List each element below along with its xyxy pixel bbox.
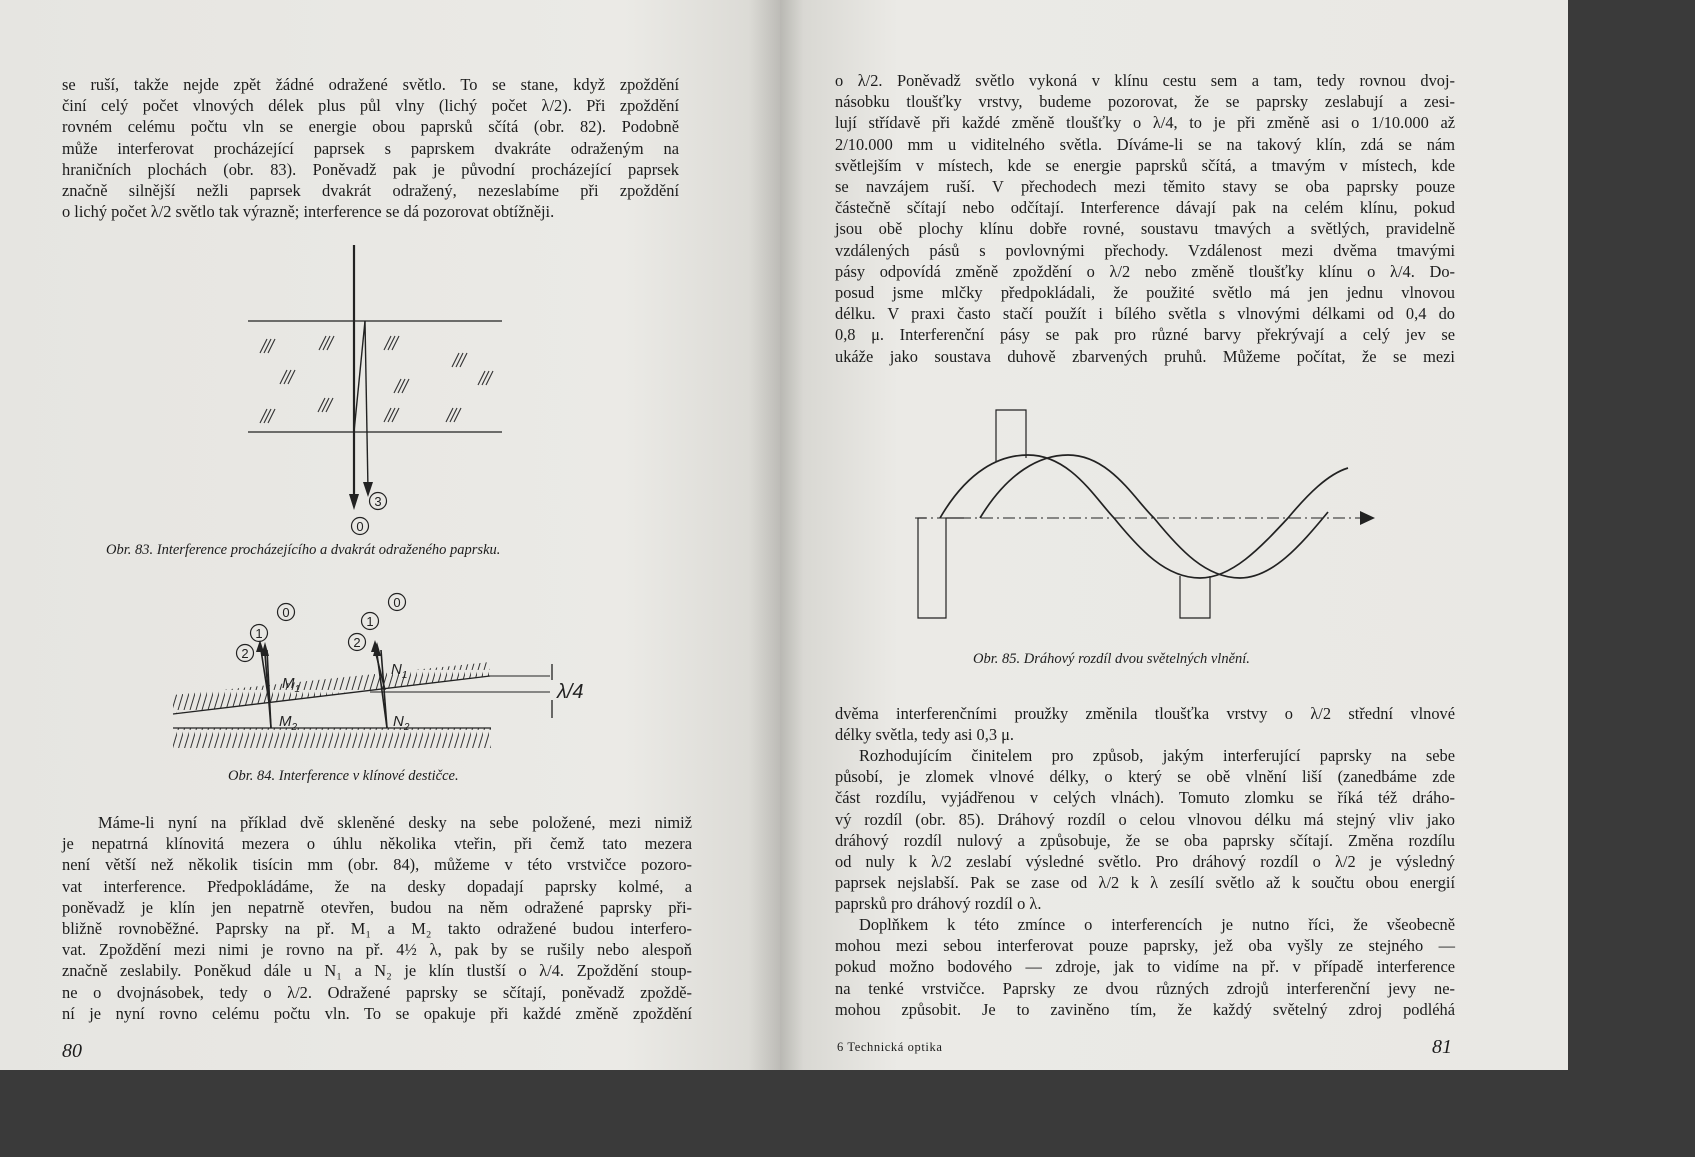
svg-text:2: 2: [353, 635, 361, 650]
right-para-top: o λ/2. Poněvadž světlo vykoná v klínu cestu sem a tam, tedy rovnou dvoj- násobku tloušťky vrstvy, budeme pozorovat, že se paprsky zeslabují a zesi- lují střídavě při každé změně tloušťky o λ/4, to je při změně asi o 1/10.000 až 2/10.000 mm u viditelného světla. Díváme-li se na takový klín, zdá se nám světlejším v místech, kde se energie paprsků sčítá, a tmavým v místech, kde se navzájem ruší. V přechodech mezi těmito stavy se oba paprsky pouze částečně sčítají nebo odčítají. Interference dávají pak na celém klínu, pokud jsou obě plochy klínu dobře rovné, soustavu tmavých a světlých, pravidelně vzdálených pásů s povlovnými přechody. Vzdálenost mezi dvěma tmavými pásy odpovídá změně zpoždění o λ/2 nebo změně tloušťky klínu o λ/4. Do- posud jsme mlčky předpokládali, že použité světlo má jen jednu vlnovou délku. V praxi často stačí použít i bílého světla s vlnovými délkami od 0,4 do 0,8 μ. Interferenční pásy se pak pro různé barvy překrývají a celý jev se ukáže jako soustava duhově zbarvených pruhů. Můžeme počítat, že se mezi: [835, 71, 1455, 366]
figure-83-diagram: [240, 240, 510, 540]
label-n-ray-2: [349, 634, 366, 651]
glass-hatching: [260, 336, 493, 423]
svg-text:3: 3: [374, 494, 382, 509]
wave-1: [940, 455, 1348, 578]
svg-text:2: 2: [241, 646, 249, 661]
lambda-quarter-label: λ/4: [557, 681, 584, 703]
page-number-right: 81: [1432, 1036, 1452, 1058]
arrow-head-0: [349, 494, 359, 510]
page-number-left: 80: [62, 1040, 82, 1062]
label-m-ray-1: [251, 625, 268, 642]
phase-bracket-left: [918, 518, 964, 618]
upper-glass-plate: [173, 662, 490, 714]
left-para-top: se ruší, takže nejde zpět žádné odražené světlo. To se stane, když zpoždění činí celý počet vlnových délek plus půl vlny (lichý počet λ/2). Při zpoždění rovném celému počtu vln se energie obou paprsků sčítá (obr. 82). Podobně může interferovat procházející paprsek s paprskem dvakráte odraženým na hraničních plochách (obr. 83). Poněvadž pak je původní procházející paprsek značně silnější nežli paprsek dvakrát odražený, nezeslabíme při zpoždění o lichý počet λ/2 světlo tak výrazně; interference se dá pozorovat obtížněji.: [62, 75, 679, 222]
label-m-ray-2: [237, 645, 254, 662]
phase-bracket-top: [996, 410, 1026, 462]
ray-reflected-up: [354, 321, 365, 432]
lower-glass-plate: [173, 728, 491, 748]
right-para-1: dvěma interferenčními proužky změnila tloušťka vrstvy o λ/2 střední vlnové délky světla, tedy asi 0,3 μ.: [835, 704, 1455, 745]
chapter-footer: 6 Technická optika: [837, 1040, 943, 1054]
label-ray-3: [370, 493, 387, 510]
svg-text:0: 0: [282, 605, 290, 620]
right-para-3: Doplňkem k této zmínce o interferencích je nutno říci, že všeobecně mohou mezi sebou interferovat pouze paprsky, jež oba vyšly ze stejného — pokud možno bodového — zdroje, jak to vidíme na př. v případě interference na tenké vrstvičce. Paprsky ze dvou různých zdrojů interferenční jevy ne- mohou způsobit. Je to zaviněno tím, že každý světelný zdroj podléhá: [835, 915, 1455, 1019]
phase-bracket-bottom: [1180, 576, 1210, 618]
left-para-bottom: Máme-li nyní na příklad dvě skleněné desky na sebe položené, mezi nimiž je nepatrná klínovitá mezera o úhlu několika vteřin, při čemž tato mezera není větší než několik tisícin mm (obr. 84), můžeme v této vrstvičce pozoro- vat interference. Předpokládáme, že na desky dopadají paprsky kolmé, a poněvadž je klín jen nepatrně otevřen, budou na něm odražené paprsky při- bližně rovnoběžné. Paprsky na př. M₁ a M₂ takto odražené budou interfero- vat. Zpoždění mezi nimi je rovno na př. 4½ λ, pak by se rušily nebo alespoň značně zeslabily. Poněkud dále u N₁ a N₂ je klín tlustší o λ/4. Zpoždění stoup- ne o dvojnásobek, tedy o λ/2. Odražené paprsky se sčítají, poněvadž zpoždě- ní je nyní rovno celému počtu vln. To se opakuje při každé změně zpoždění: [62, 813, 692, 1023]
figure-83-caption: Obr. 83. Interference procházejícího a dvakrát odraženého paprsku.: [106, 542, 501, 558]
figure-84-caption: Obr. 84. Interference v klínové destičce.: [228, 768, 459, 784]
label-n-ray-1: [362, 613, 379, 630]
label-m1: $M_1$: [282, 675, 301, 695]
ray-reflected-down: [365, 321, 368, 490]
right-page: [780, 0, 1568, 1070]
wave-axis-arrow: [1360, 511, 1375, 525]
label-ray-0: [352, 518, 369, 535]
svg-text:0: 0: [356, 519, 364, 534]
label-m-ray-0: [278, 604, 295, 621]
label-n2: $N_2$: [393, 713, 410, 733]
figure-85-caption: Obr. 85. Dráhový rozdíl dvou světelných vlnění.: [973, 651, 1250, 667]
figure-84-diagram: [165, 590, 605, 760]
svg-text:1: 1: [366, 614, 374, 629]
svg-text:1: 1: [255, 626, 263, 641]
left-page: [0, 0, 780, 1070]
right-para-2: Rozhodujícím činitelem pro způsob, jakým interferující paprsky na sebe působí, je zlomek vlnové délky, o který se obě vlnění liší (zanedbáme zde část rozdílu, vyjádřenou v celých vlnách). Tomuto zlomku se říká též dráho- vý rozdíl (obr. 85). Dráhový rozdíl o celou vlnovou délku má stejný vliv jako dráhový rozdíl nulový a způsobuje, že se oba paprsky sčítají. Změna rozdílu od nuly k λ/2 zeslabí výsledné světlo. Pro dráhový rozdíl o λ/2 je výsledný paprsek nejslabší. Pak se zase od λ/2 k λ zesílí světlo až k součtu obou energií paprsků pro dráhový rozdíl o λ.: [835, 746, 1455, 914]
figure-85-diagram: [910, 400, 1380, 640]
svg-text:0: 0: [393, 595, 401, 610]
label-n1: $N_1$: [391, 661, 408, 681]
label-n-ray-0: [389, 594, 406, 611]
label-m2: $M_2$: [279, 713, 298, 733]
